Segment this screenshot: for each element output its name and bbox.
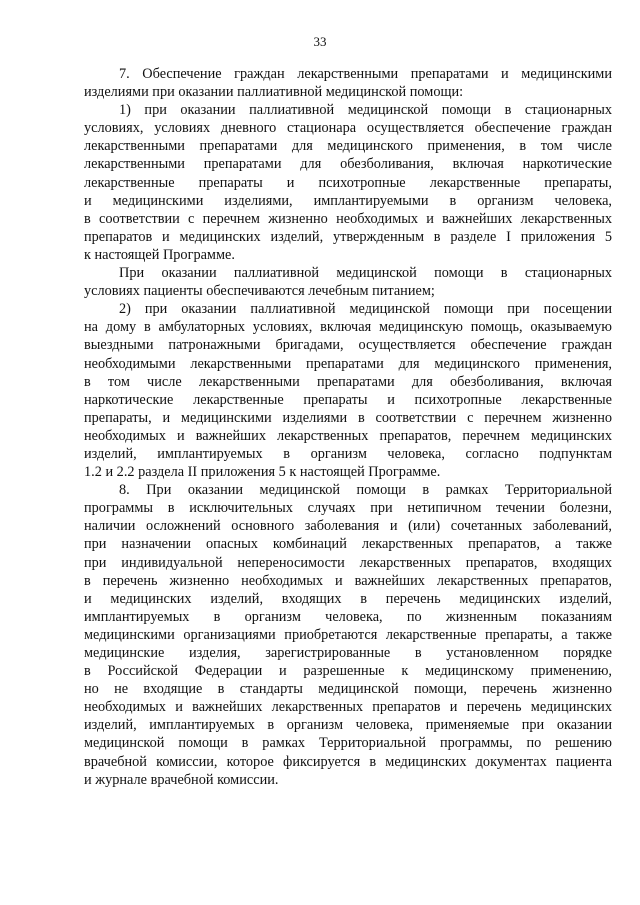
text-line: при индивидуальной непереносимости лекарственных препаратов, входящих: [84, 554, 612, 571]
text-line: 8. При оказании медицинской помощи в рамках Территориальной: [119, 482, 612, 499]
text-line: условиях пациенты обеспечиваются лечебным питанием;: [84, 283, 435, 300]
page-number: 33: [313, 34, 327, 49]
text-line: программы в исключительных случаях при нетипичном течении болезни,: [84, 500, 612, 517]
paragraph-item-7: [84, 65, 612, 101]
text-line: медицинскими организациями приобретаются лекарственные препараты, а также: [84, 626, 612, 643]
text-line: в Российской Федерации и разрешенные к медицинскому применению,: [84, 663, 612, 680]
text-line: изделий, имплантируемых в организм человека, применяемые при оказании: [84, 717, 612, 734]
text-line: и журнале врачебной комиссии.: [84, 771, 279, 788]
text-line: имплантируемых в организм человека, по жизненным показаниям: [84, 608, 612, 625]
text-line: необходимых и важнейших лекарственных препаратов, перечнем медицинских: [84, 427, 612, 444]
text-line: изделиями при оказании паллиативной медицинской помощи:: [84, 84, 464, 101]
text-line: При оказании паллиативной медицинской помощи в стационарных: [119, 265, 612, 282]
text-line: лекарственные препараты и психотропные лекарственные препараты,: [84, 174, 612, 191]
text-line: 1) при оказании паллиативной медицинской помощи в стационарных: [119, 102, 612, 119]
text-line: 7. Обеспечение граждан лекарственными препаратами и медицинскими: [119, 66, 612, 82]
text-line: медицинской помощи в рамках Территориальной программы, по решению: [84, 735, 612, 752]
text-line: необходимыми лекарственными препаратами для медицинского применения,: [84, 355, 612, 372]
document-body: [84, 65, 612, 789]
paragraph-subitem-1: [84, 101, 612, 264]
text-line: в соответствии с перечнем жизненно необходимых и важнейших лекарственных: [84, 210, 612, 227]
text-line: препараты, и медицинскими изделиями в соответствии с перечнем жизненно: [84, 409, 612, 426]
text-line: наркотические лекарственные препараты и психотропные лекарственные: [84, 391, 612, 408]
text-line: лекарственными препаратами для обезболивания, включая наркотические: [84, 156, 612, 173]
text-line: медицинские изделия, зарегистрированные в установленном порядке: [84, 645, 612, 661]
text-line: к настоящей Программе.: [84, 246, 235, 263]
text-line: 2) при оказании паллиативной медицинской помощи при посещении: [119, 301, 612, 318]
text-line: изделий, имплантируемых в организм человека, согласно подпунктам: [84, 445, 612, 462]
text-line: выездными патронажными бригадами, осуществляется обеспечение граждан: [84, 337, 612, 354]
text-line: условиях, условиях дневного стационара осуществляется обеспечение граждан: [84, 120, 612, 137]
text-line: лекарственными препаратами для медицинского применения, в том числе: [84, 138, 612, 155]
text-line: при назначении опасных комбинаций лекарственных препаратов, а также: [84, 536, 612, 553]
paragraph-item-8: [84, 481, 612, 789]
text-line: необходимых и важнейших лекарственных препаратов и перечень медицинских: [84, 699, 612, 716]
text-line: и медицинскими изделиями, имплантируемыми в организм человека,: [84, 192, 612, 209]
text-line: в перечень жизненно необходимых и важнейших лекарственных препаратов,: [84, 572, 612, 589]
text-line: на дому в амбулаторных условиях, включая медицинскую помощь, оказываемую: [84, 319, 612, 336]
text-line: но не входящие в стандарты медицинской помощи, перечень жизненно: [84, 681, 612, 698]
text-line: и медицинских изделий, входящих в перечень медицинских изделий,: [84, 590, 612, 607]
text-line: препаратов и медицинских изделий, утвержденным в разделе I приложения 5: [84, 228, 612, 245]
text-line: 1.2 и 2.2 раздела II приложения 5 к настоящей Программе.: [84, 464, 441, 481]
text-line: врачебной комиссии, которое фиксируется в медицинских документах пациента: [84, 753, 612, 770]
paragraph-nutrition: [84, 264, 612, 300]
text-line: наличии осложнений основного заболевания и (или) сочетанных заболеваний,: [84, 518, 612, 535]
paragraph-subitem-2: [84, 300, 612, 481]
text-line: в том числе лекарственными препаратами для обезболивания, включая: [84, 373, 612, 390]
